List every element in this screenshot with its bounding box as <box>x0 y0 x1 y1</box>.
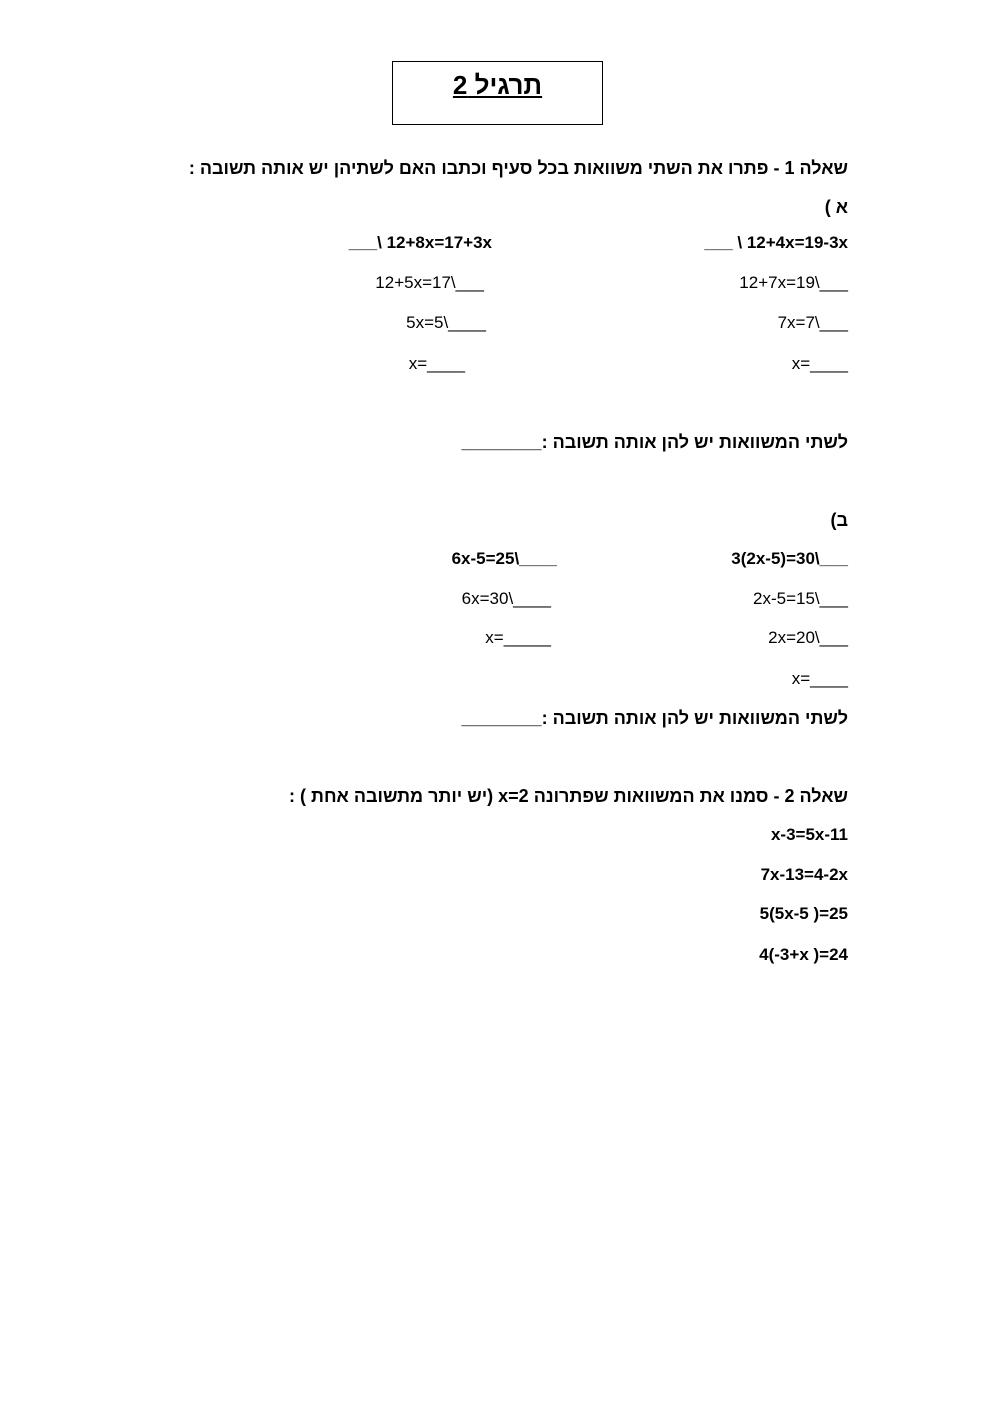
page-title: תרגיל 2 <box>452 70 543 100</box>
part-a-right-eq-2: 12+7x=19\___ <box>739 273 848 292</box>
part-a-left-eq-4: x=____ <box>408 354 465 373</box>
q2-equation-4: 4(-3+x )=24 <box>759 945 848 964</box>
part-b-right-eq-1: 3(2x-5)=30\___ <box>731 549 848 568</box>
part-a-right-eq-3: 7x=7\___ <box>777 313 848 332</box>
part-b-left-eq-1: 6x-5=25\____ <box>451 549 557 568</box>
q2-equation-1: x-3=5x-11 <box>770 825 848 844</box>
part-b-label: ב) <box>830 510 848 530</box>
part-a-right-eq-1: ___ \ 12+4x=19-3x <box>704 233 848 252</box>
q2-equation-2: 7x-13=4-2x <box>760 865 848 884</box>
q2-equation-3: 5(5x-5 )=25 <box>759 904 848 923</box>
question-1-prompt: שאלה 1 - פתרו את השתי משוואות בכל סעיף וכתבו האם לשתיהן יש אותה תשובה : <box>188 158 848 178</box>
part-a-left-eq-2: 12+5x=17\___ <box>375 273 484 292</box>
part-b-right-eq-3: 2x=20\___ <box>768 628 848 647</box>
part-a-right-eq-4: x=____ <box>791 354 848 373</box>
title-box <box>392 61 603 125</box>
part-a-label: א ) <box>824 197 848 217</box>
part-a-left-eq-1: ___\ 12+8x=17+3x <box>348 233 492 252</box>
part-b-right-eq-4: x=____ <box>791 669 848 688</box>
part-b-left-eq-3: x=_____ <box>485 628 551 647</box>
part-a-left-eq-3: 5x=5\____ <box>406 313 486 332</box>
part-b-right-eq-2: 2x-5=15\___ <box>753 589 848 608</box>
part-a-conclusion: לשתי המשוואות יש להן אותה תשובה :________ <box>461 432 848 452</box>
part-b-left-eq-2: 6x=30\____ <box>461 589 551 608</box>
part-b-conclusion: לשתי המשוואות יש להן אותה תשובה :________ <box>461 708 848 728</box>
question-2-prompt: שאלה 2 - סמנו את המשוואות שפתרונה x=2 (יש יותר מתשובה אחת ) : <box>289 786 848 806</box>
